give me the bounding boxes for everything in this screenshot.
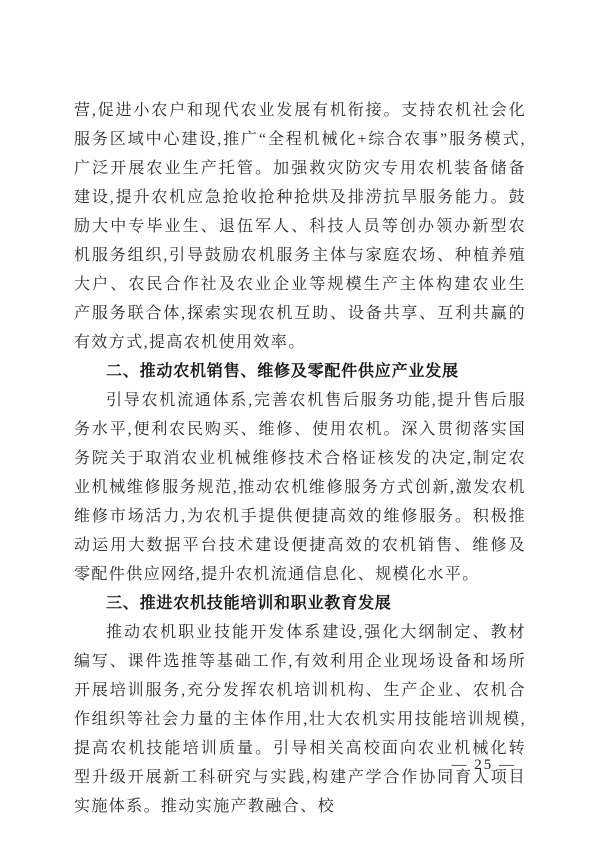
body-paragraph: 引导农机流通体系,完善农机售后服务功能,提升售后服务水平,便利农民购买、维修、使用农机。深入贯彻落实国务院关于取消农业机械维修技术合格证核发的决定,制定农业机械维修服务规范,推动农机维修服务方式创新,激发农机维修市场活力,为农机手提供便捷高效的维修服务。积极推动运用大数据平台技术建设便捷高效的农机销售、维修及零配件供应网络,提升农机流通信息化、规模化水平。 <box>74 392 526 583</box>
document-body <box>74 96 526 821</box>
body-paragraph: 推动农机职业技能开发体系建设,强化大纲制定、教材编写、课件选推等基础工作,有效利用企业现场设备和场所开展培训服务,充分发挥农机培训机构、生产企业、农机合作组织等社会力量的主体作用,壮大农机实用技能培训规模,提高农机技能培训质量。引导相关高校面向农业机械化转型升级开展新工科研究与实践,构建产学合作协同育人项目实施体系。推动实施产教融合、校 <box>74 624 526 815</box>
body-paragraph-continuation: 营,促进小农户和现代农业发展有机衔接。支持农机社会化服务区域中心建设,推广“全程机械化+综合农事”服务模式,广泛开展农业生产托管。加强救灾防灾专用农机装备储备建设,提升农机应急抢收抢种抢烘及排涝抗旱服务能力。鼓励大中专毕业生、退伍军人、科技人员等创办领办新型农机服务组织,引导鼓励农机服务主体与家庭农场、种植养殖大户、农民合作社及农业企业等规模生产主体构建农业生产服务联合体,探索实现农机互助、设备共享、互利共赢的有效方式,提高农机使用效率。 <box>74 102 526 351</box>
page-number: — 25 — <box>451 757 516 773</box>
section-heading-3: 三、推进农机技能培训和职业教育发展 <box>106 595 392 612</box>
section-heading-2: 二、推动农机销售、维修及零配件供应产业发展 <box>106 363 459 380</box>
